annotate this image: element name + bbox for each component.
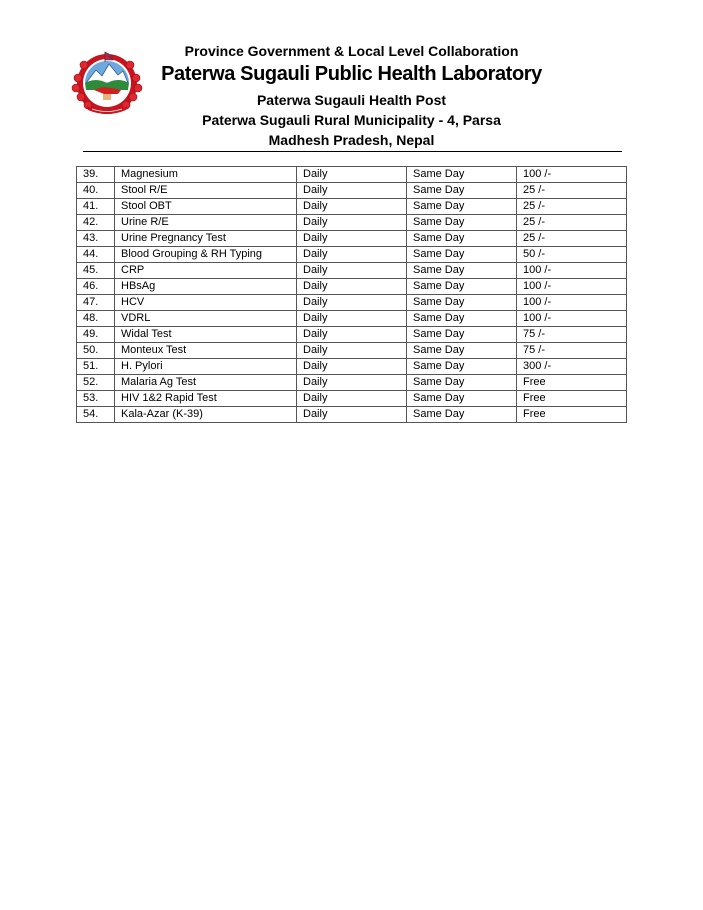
report-time: Same Day — [407, 391, 517, 407]
table-row — [77, 327, 627, 343]
province-address: Madhesh Pradesh, Nepal — [268, 132, 435, 148]
report-time: Same Day — [407, 279, 517, 295]
test-frequency: Daily — [297, 199, 407, 215]
table-row — [77, 295, 627, 311]
test-price: 25 /- — [517, 231, 627, 247]
test-price: Free — [517, 407, 627, 423]
row-number: 47. — [77, 295, 115, 311]
test-name: Widal Test — [115, 327, 297, 343]
test-price: 25 /- — [517, 183, 627, 199]
report-time: Same Day — [407, 231, 517, 247]
row-number: 48. — [77, 311, 115, 327]
test-name: Kala-Azar (K-39) — [115, 407, 297, 423]
test-price: 25 /- — [517, 199, 627, 215]
test-name: Monteux Test — [115, 343, 297, 359]
test-price: 100 /- — [517, 311, 627, 327]
header-line-1: Province Government & Local Level Collaboration — [184, 43, 519, 59]
test-price: 300 /- — [517, 359, 627, 375]
test-name: Stool OBT — [115, 199, 297, 215]
test-frequency: Daily — [297, 311, 407, 327]
report-time: Same Day — [407, 167, 517, 183]
row-number: 46. — [77, 279, 115, 295]
test-name: Magnesium — [115, 167, 297, 183]
test-frequency: Daily — [297, 343, 407, 359]
row-number: 44. — [77, 247, 115, 263]
row-number: 49. — [77, 327, 115, 343]
report-time: Same Day — [407, 263, 517, 279]
test-price: Free — [517, 375, 627, 391]
table-row — [77, 279, 627, 295]
table-row — [77, 391, 627, 407]
test-frequency: Daily — [297, 167, 407, 183]
table-row — [77, 407, 627, 423]
table-row — [77, 199, 627, 215]
test-price: 75 /- — [517, 343, 627, 359]
row-number: 39. — [77, 167, 115, 183]
test-name: HCV — [115, 295, 297, 311]
row-number: 43. — [77, 231, 115, 247]
report-time: Same Day — [407, 199, 517, 215]
row-number: 50. — [77, 343, 115, 359]
test-frequency: Daily — [297, 263, 407, 279]
table-row — [77, 311, 627, 327]
report-time: Same Day — [407, 375, 517, 391]
test-frequency: Daily — [297, 183, 407, 199]
row-number: 51. — [77, 359, 115, 375]
test-frequency: Daily — [297, 279, 407, 295]
test-frequency: Daily — [297, 391, 407, 407]
row-number: 42. — [77, 215, 115, 231]
row-number: 45. — [77, 263, 115, 279]
letterhead — [0, 0, 703, 150]
report-time: Same Day — [407, 343, 517, 359]
report-time: Same Day — [407, 215, 517, 231]
table-row — [77, 359, 627, 375]
test-frequency: Daily — [297, 375, 407, 391]
test-price: 25 /- — [517, 215, 627, 231]
test-name: VDRL — [115, 311, 297, 327]
report-time: Same Day — [407, 247, 517, 263]
report-time: Same Day — [407, 183, 517, 199]
test-price: 100 /- — [517, 279, 627, 295]
test-frequency: Daily — [297, 295, 407, 311]
test-name: HBsAg — [115, 279, 297, 295]
test-frequency: Daily — [297, 359, 407, 375]
test-name: Malaria Ag Test — [115, 375, 297, 391]
test-price: 75 /- — [517, 327, 627, 343]
report-time: Same Day — [407, 407, 517, 423]
header-divider — [83, 151, 622, 152]
test-price: Free — [517, 391, 627, 407]
row-number: 41. — [77, 199, 115, 215]
test-frequency: Daily — [297, 327, 407, 343]
report-time: Same Day — [407, 295, 517, 311]
row-number: 52. — [77, 375, 115, 391]
report-time: Same Day — [407, 311, 517, 327]
table-row — [77, 375, 627, 391]
municipality-address: Paterwa Sugauli Rural Municipality - 4, Parsa — [202, 112, 501, 128]
test-name: Blood Grouping & RH Typing — [115, 247, 297, 263]
laboratory-title: Paterwa Sugauli Public Health Laboratory — [161, 63, 542, 85]
test-name: HIV 1&2 Rapid Test — [115, 391, 297, 407]
table-row — [77, 343, 627, 359]
test-name: CRP — [115, 263, 297, 279]
test-frequency: Daily — [297, 247, 407, 263]
test-name: Urine Pregnancy Test — [115, 231, 297, 247]
test-price: 50 /- — [517, 247, 627, 263]
test-price: 100 /- — [517, 295, 627, 311]
test-name: H. Pylori — [115, 359, 297, 375]
report-time: Same Day — [407, 327, 517, 343]
test-name: Urine R/E — [115, 215, 297, 231]
row-number: 40. — [77, 183, 115, 199]
row-number: 54. — [77, 407, 115, 423]
test-price: 100 /- — [517, 263, 627, 279]
table-row — [77, 263, 627, 279]
report-time: Same Day — [407, 359, 517, 375]
test-frequency: Daily — [297, 231, 407, 247]
row-number: 53. — [77, 391, 115, 407]
table-row — [77, 247, 627, 263]
table-row — [77, 215, 627, 231]
test-price-table — [76, 166, 627, 423]
test-name: Stool R/E — [115, 183, 297, 199]
table-row — [77, 231, 627, 247]
table-row — [77, 183, 627, 199]
test-frequency: Daily — [297, 407, 407, 423]
test-frequency: Daily — [297, 215, 407, 231]
test-price: 100 /- — [517, 167, 627, 183]
health-post-name: Paterwa Sugauli Health Post — [256, 92, 447, 108]
table-row — [77, 167, 627, 183]
